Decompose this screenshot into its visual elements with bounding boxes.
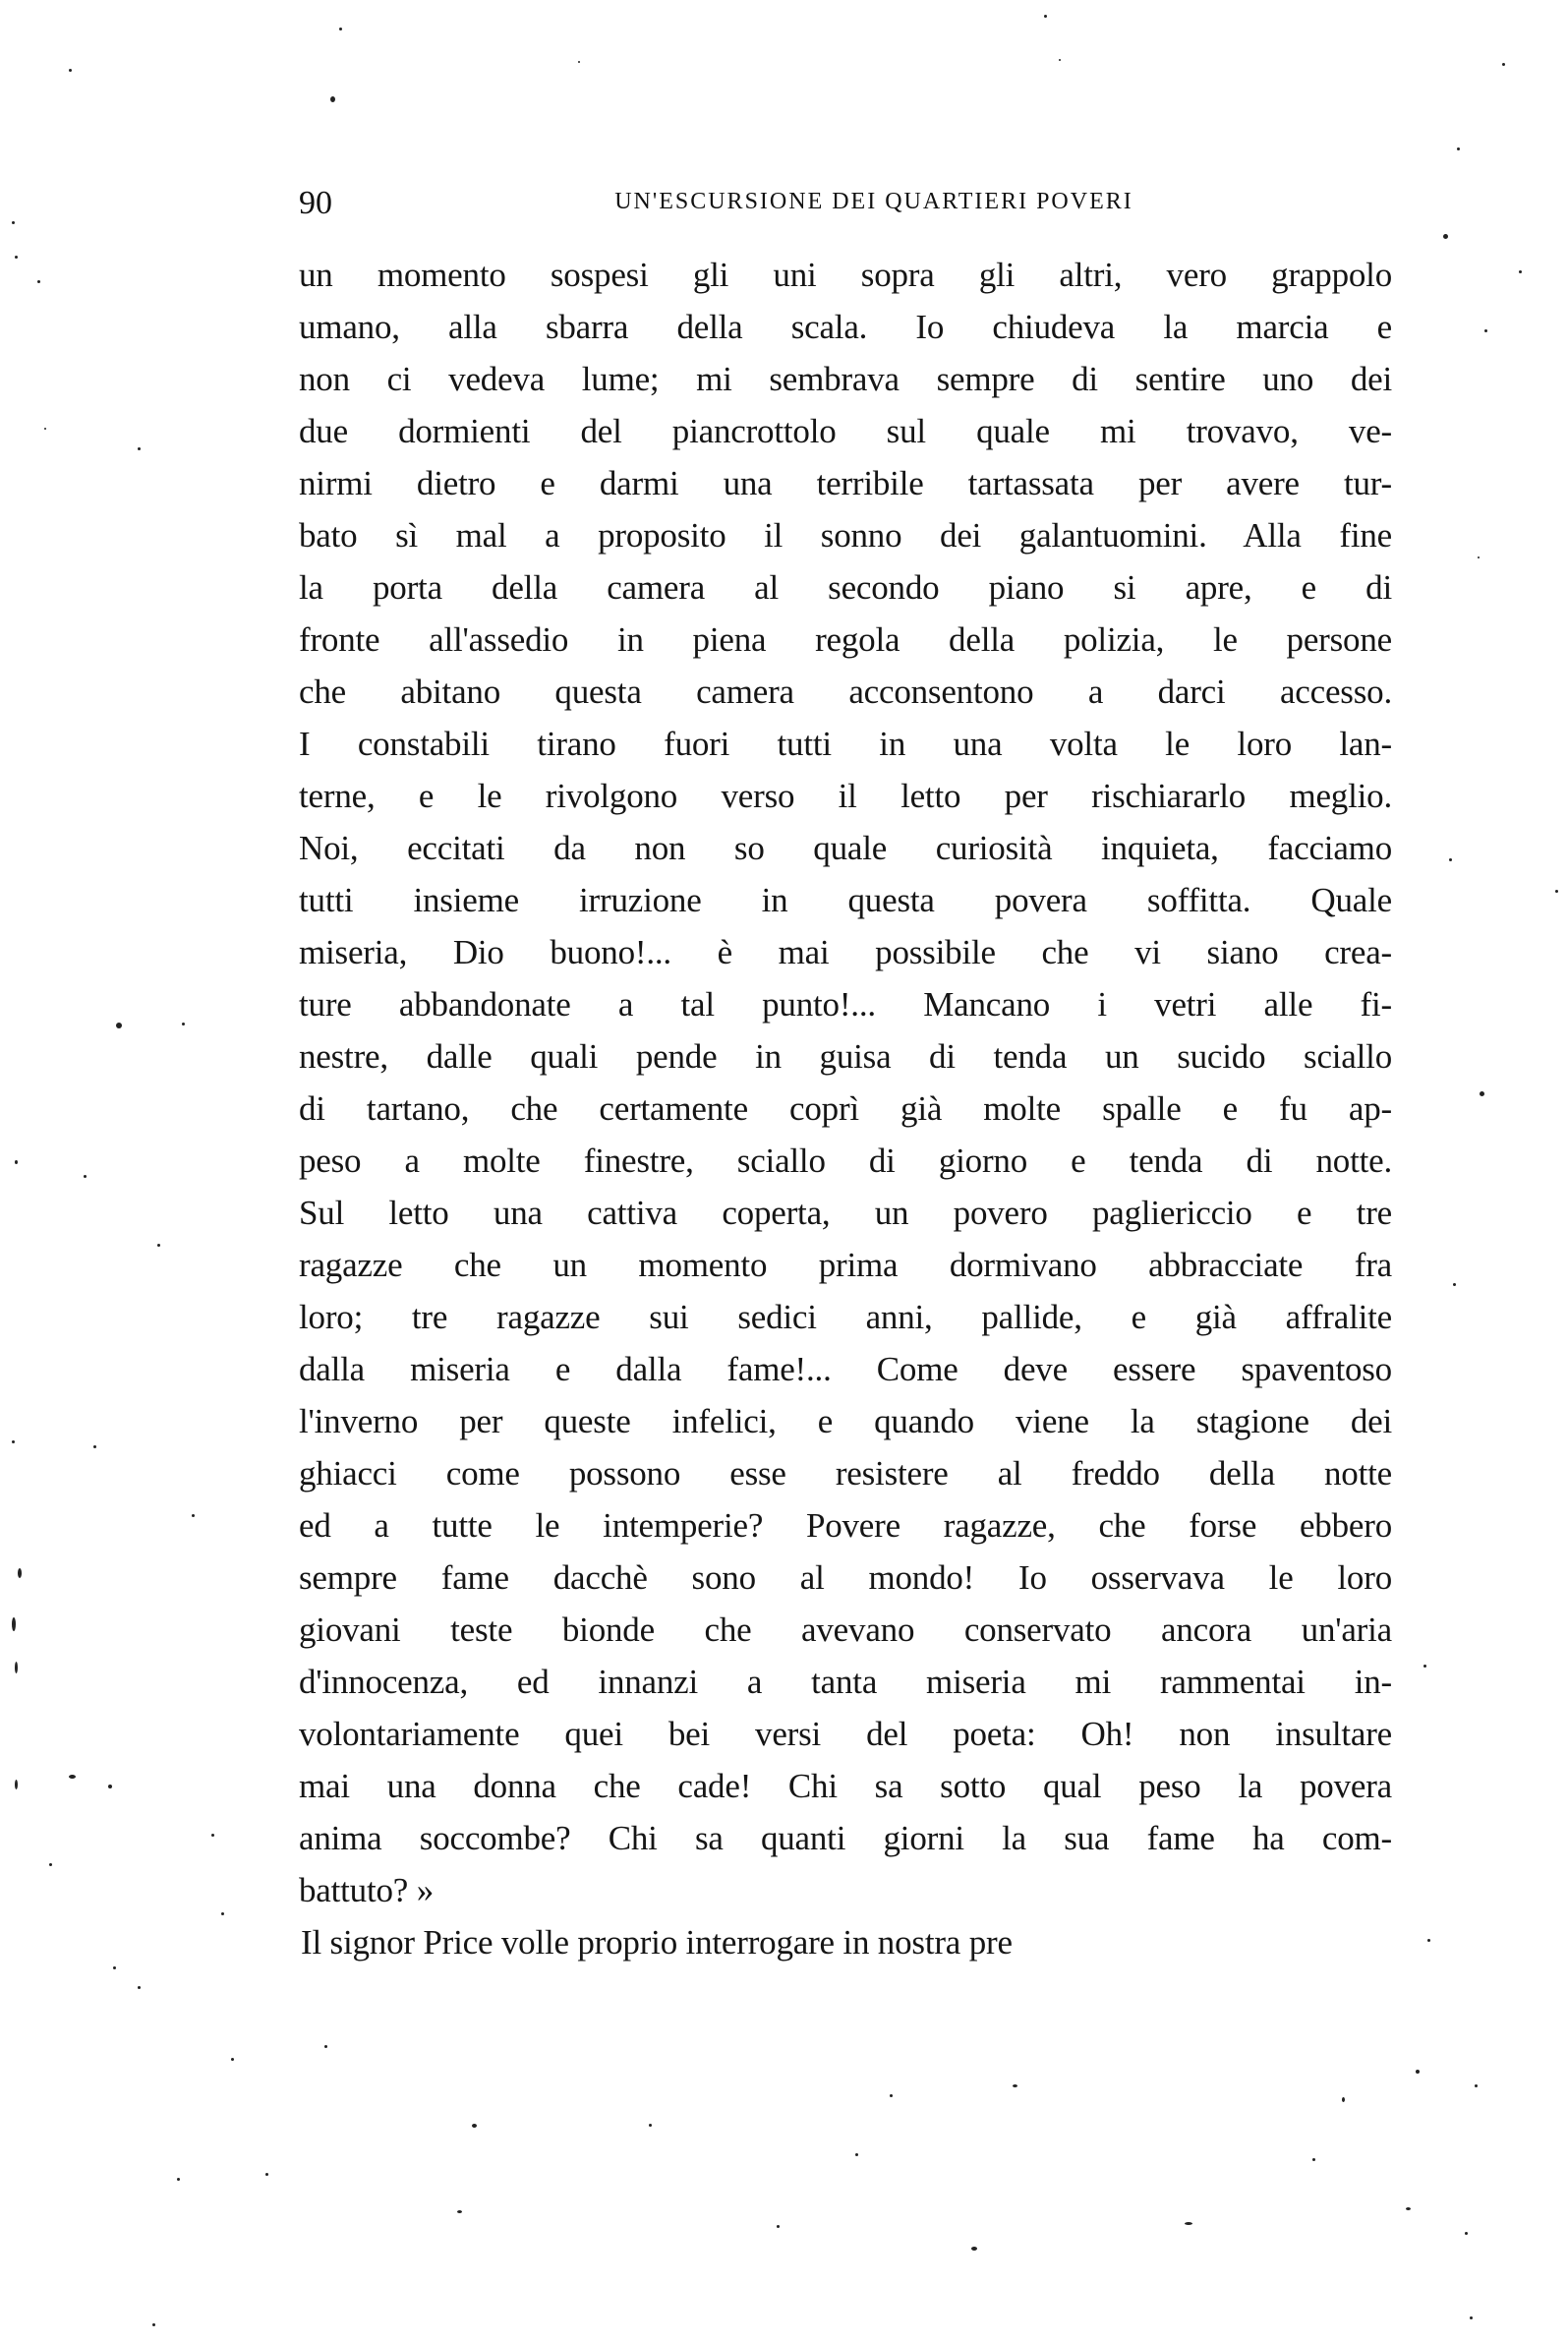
scan-speck — [138, 1986, 141, 1989]
scan-speck — [578, 61, 580, 63]
text-line: nestre, dalle quali pende in guisa di tenda un sucido sciallo — [299, 1037, 1392, 1076]
scan-speck — [12, 1440, 15, 1443]
text-line: dalla miseria e dalla fame!... Come deve essere spaventoso — [299, 1350, 1392, 1388]
scan-speck — [152, 2323, 155, 2326]
text-line: un momento sospesi gli uni sopra gli altri, vero grappolo — [299, 256, 1392, 294]
scan-speck — [1342, 2097, 1345, 2102]
text-line: ture abbandonate a tal punto!... Mancano i vetri alle fi- — [299, 985, 1392, 1024]
scan-speck — [324, 2045, 327, 2048]
scan-speck — [12, 1617, 16, 1631]
scan-speck — [1449, 858, 1452, 861]
text-line: loro; tre ragazze sui sedici anni, pallide, e già affralite — [299, 1298, 1392, 1336]
scan-speck — [1427, 1939, 1430, 1942]
text-line: sempre fame dacchè sono al mondo! Io osservava le loro — [299, 1558, 1392, 1597]
scan-speck — [1502, 63, 1505, 66]
scan-speck — [15, 256, 18, 259]
scan-speck — [116, 1023, 122, 1028]
scan-speck — [265, 2173, 268, 2176]
text-line: terne, e le rivolgono verso il letto per rischiararlo meglio. — [299, 777, 1392, 815]
scan-speck — [472, 2124, 477, 2128]
running-title: UN'ESCURSIONE DEI QUARTIERI POVERI — [614, 189, 1133, 214]
scan-speck — [18, 1568, 22, 1578]
text-line: mai una donna che cade! Chi sa sotto qual peso la povera — [299, 1767, 1392, 1805]
text-line: peso a molte finestre, sciallo di giorno e tenda di notte. — [299, 1142, 1392, 1180]
scan-speck — [15, 1160, 18, 1164]
scan-speck — [1416, 2070, 1420, 2074]
text-line: Il signor Price volle proprio interrogare in nostra pre — [301, 1923, 1013, 1962]
text-line: nirmi dietro e darmi una terribile tartassata per avere tur- — [299, 464, 1392, 502]
scan-speck — [138, 447, 141, 450]
scan-speck — [890, 2094, 893, 2097]
scan-speck — [777, 2225, 780, 2228]
scan-speck — [177, 2178, 180, 2181]
scan-speck — [1457, 147, 1460, 150]
scan-speck — [1423, 1665, 1426, 1668]
text-line: tutti insieme irruzione in questa povera soffitta. Quale — [299, 881, 1392, 919]
text-line: battuto? » — [299, 1871, 434, 1909]
scan-speck — [44, 428, 46, 430]
scan-speck — [1185, 2222, 1192, 2225]
text-line: volontariamente quei bei versi del poeta: Oh! non insultare — [299, 1715, 1392, 1753]
scan-speck — [1475, 2084, 1478, 2087]
page-number: 90 — [299, 185, 332, 221]
text-line: d'innocenza, ed innanzi a tanta miseria mi rammentai in- — [299, 1663, 1392, 1701]
scan-speck — [1519, 270, 1522, 273]
text-line: fronte all'assedio in piena regola della polizia, le persone — [299, 620, 1392, 659]
text-line: la porta della camera al secondo piano si apre, e di — [299, 568, 1392, 607]
scan-speck — [649, 2124, 652, 2127]
text-line: Sul letto una cattiva coperta, un povero pagliericcio e tre — [299, 1194, 1392, 1232]
scan-speck — [15, 1780, 18, 1789]
scan-speck — [330, 96, 335, 102]
scan-speck — [1470, 2316, 1473, 2319]
scan-speck — [1059, 59, 1061, 61]
scan-speck — [69, 69, 72, 72]
text-line: non ci vedeva lume; mi sembrava sempre di sentire uno dei — [299, 360, 1392, 398]
scan-speck — [1555, 890, 1558, 893]
scan-speck — [1013, 2084, 1017, 2087]
scan-speck — [1465, 2232, 1468, 2235]
scan-speck — [221, 1912, 224, 1915]
scan-speck — [93, 1445, 96, 1448]
text-line: ghiacci come possono esse resistere al freddo della notte — [299, 1454, 1392, 1493]
scan-speck — [182, 1023, 185, 1025]
scan-speck — [69, 1775, 76, 1779]
scan-speck — [855, 2153, 858, 2156]
page-header — [299, 185, 1390, 224]
text-line: miseria, Dio buono!... è mai possibile che vi siano crea- — [299, 933, 1392, 971]
text-line: anima soccombe? Chi sa quanti giorni la sua fame ha com- — [299, 1819, 1392, 1857]
scan-speck — [108, 1785, 112, 1788]
text-line: ed a tutte le intemperie? Povere ragazze, che forse ebbero — [299, 1506, 1392, 1545]
scan-speck — [192, 1514, 195, 1517]
scan-speck — [1484, 329, 1487, 332]
text-line: umano, alla sbarra della scala. Io chiudeva la marcia e — [299, 308, 1392, 346]
text-line: ragazze che un momento prima dormivano abbracciate fra — [299, 1246, 1392, 1284]
text-line: che abitano questa camera acconsentono a darci accesso. — [299, 673, 1392, 711]
scan-speck — [1480, 1091, 1484, 1096]
scan-speck — [457, 2210, 462, 2213]
scan-speck — [113, 1966, 116, 1969]
text-line: Noi, eccitati da non so quale curiosità inquieta, facciamo — [299, 829, 1392, 867]
body-text — [299, 249, 1392, 1968]
scan-speck — [211, 1834, 214, 1837]
text-line: di tartano, che certamente coprì già molte spalle e fu ap- — [299, 1089, 1392, 1128]
scan-speck — [1406, 2207, 1411, 2210]
scan-speck — [231, 2058, 234, 2061]
scan-speck — [1453, 1283, 1456, 1286]
text-line: giovani teste bionde che avevano conservato ancora un'aria — [299, 1611, 1392, 1649]
scan-speck — [84, 1175, 87, 1178]
scan-speck — [1312, 2158, 1315, 2161]
scan-speck — [339, 28, 342, 30]
text-line: I constabili tirano fuori tutti in una volta le loro lan- — [299, 725, 1392, 763]
scan-speck — [1044, 15, 1047, 18]
scan-speck — [1443, 234, 1448, 239]
text-line: due dormienti del piancrottolo sul quale mi trovavo, ve- — [299, 412, 1392, 450]
scan-speck — [157, 1244, 160, 1247]
scan-speck — [971, 2247, 977, 2251]
scan-speck — [49, 1863, 52, 1866]
text-line: bato sì mal a proposito il sonno dei galantuomini. Alla fine — [299, 516, 1392, 555]
scan-speck — [12, 221, 15, 224]
scan-speck — [1478, 556, 1480, 558]
scan-speck — [15, 1662, 18, 1673]
scan-speck — [37, 280, 40, 283]
text-line: l'inverno per queste infelici, e quando viene la stagione dei — [299, 1402, 1392, 1440]
